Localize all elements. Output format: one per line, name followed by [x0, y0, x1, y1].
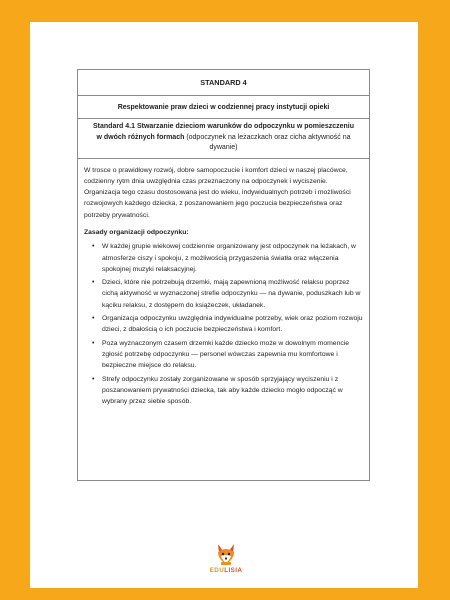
logo-wordmark	[210, 567, 243, 574]
standard-subtitle: Respektowanie praw dzieci w codziennej pracy instytucji opieki	[78, 96, 369, 119]
rule-text: Organizacja odpoczynku uwzględnia indywidualne potrzeby, wiek oraz poziom rozwoju dzieci, z dbałością o ich poczucie bezpieczeństwa i komfort.	[102, 315, 363, 334]
standard-table	[77, 69, 370, 481]
rule-text: W każdej grupie wiekowej codziennie organizowany jest odpoczynek na leżakach, w atmosferze ciszy i spokoju, z możliwością przygaszenia światła oraz włączenia spokojnej muzyki relaksacyjnej.	[102, 243, 356, 273]
fox-icon	[215, 542, 237, 566]
rules-list	[84, 241, 363, 407]
bullet-icon: •	[92, 279, 95, 287]
list-item	[92, 277, 363, 311]
standard-title: STANDARD 4	[78, 70, 369, 96]
bullet-icon: •	[92, 339, 95, 347]
list-item	[92, 313, 363, 336]
list-item	[92, 374, 363, 408]
bullet-icon: •	[92, 243, 95, 251]
list-item	[92, 241, 363, 275]
bullet-icon: •	[92, 315, 95, 323]
document-page	[30, 22, 418, 588]
list-item	[92, 338, 363, 372]
logo-wordmark-part2: LISIA	[224, 567, 243, 574]
bullet-icon: •	[92, 375, 95, 383]
standard-body	[78, 159, 369, 408]
standard-heading-note: (odpoczynek na leżaczkach oraz cicha aktywność na dywanie)	[184, 133, 351, 151]
logo-wordmark-part1: EDU	[209, 567, 225, 574]
rule-text: Strefy odpoczynku zostały zorganizowane w sposób sprzyjający wyciszeniu i z poszanowaniem prywatności dziecka, tak aby każde dziecko mogło odpocząć w wybrany przez siebie sposób.	[102, 375, 343, 406]
rule-text: Poza wyznaczonym czasem drzemki każde dziecko może w dowolnym momencie zgłosić potrzebę odpoczynku — personel wówczas zapewnia mu komfortowe i bezpieczne miejsce do relaksu.	[102, 339, 350, 370]
rule-text: Dzieci, które nie potrzebują drzemki, mają zapewnioną możliwość relaksu poprzez cichą aktywność w wyznaczonej strefie odpoczynku — na dywanie, poduszkach lub w kąciku relaksu, z dostępem do książeczek, układanek.	[102, 279, 361, 309]
intro-paragraph: W trosce o prawidłowy rozwój, dobre samopoczucie i komfort dzieci w naszej placówce, codzienny rytm dnia uwzględnia czas przeznaczony na odpoczynek i wyciszenie. Organizacja tego czasu dostosowana jest do wieku, indywidualnych potrzeb i możliwości rozwojowych każdego dziecka, z poszanowaniem jego poczucia bezpieczeństwa oraz potrzeby prywatności.	[84, 166, 351, 219]
standard-heading	[78, 119, 369, 159]
standard-heading-bold: Standard 4.1 Stwarzanie dzieciom warunków do odpoczynku w pomieszczeniu w dwóch różnych formach	[93, 123, 354, 141]
rules-title: Zasady organizacji odpoczynku:	[84, 228, 189, 236]
edulisia-logo	[208, 542, 244, 582]
